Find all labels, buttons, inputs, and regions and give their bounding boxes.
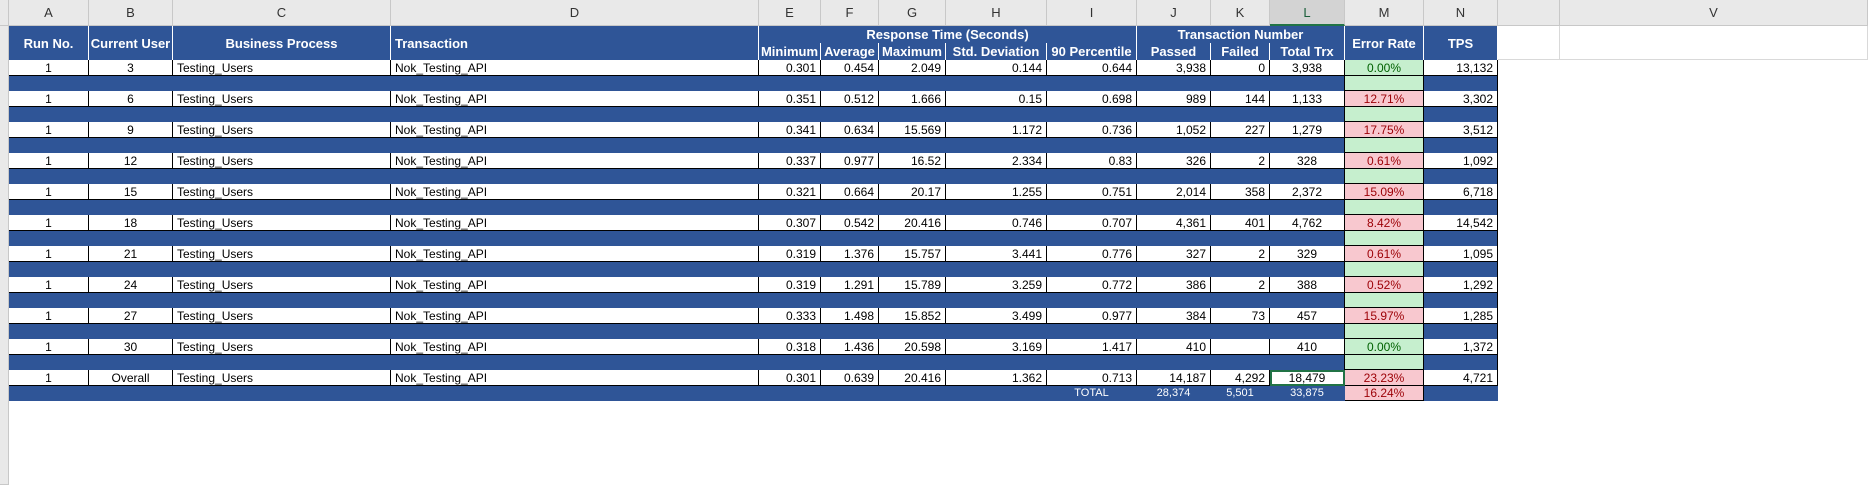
cell-min[interactable]: 0.319 [759,277,821,293]
cell-process[interactable]: Testing_Users [173,339,391,355]
cell-total[interactable]: 328 [1270,153,1345,169]
cell-run[interactable]: 1 [9,91,89,107]
cell-transaction[interactable]: Nok_Testing_API [391,370,759,386]
cell-failed[interactable]: 2 [1211,246,1270,262]
header-transaction-number-group[interactable]: Transaction Number [1137,26,1345,43]
header-maximum[interactable]: Maximum [879,43,946,60]
cell-p90[interactable]: 0.713 [1047,370,1137,386]
cell-tps[interactable]: 14,542 [1424,215,1498,231]
cell-tps[interactable]: 4,721 [1424,370,1498,386]
column-header-l[interactable]: L [1270,0,1345,26]
row-separator [1424,262,1498,277]
cell-passed[interactable]: 327 [1137,246,1211,262]
row-separator [9,293,1345,308]
cell-error[interactable]: 0.61% [1345,153,1424,169]
row-separator [9,355,1345,370]
cell-max[interactable]: 15.757 [879,246,946,262]
cell-p90[interactable]: 0.772 [1047,277,1137,293]
cell-max[interactable]: 16.52 [879,153,946,169]
cell-passed[interactable]: 2,014 [1137,184,1211,200]
empty-cell[interactable] [1560,26,1868,60]
totals-error-rate[interactable]: 16.24% [1345,386,1424,401]
cell-max[interactable]: 20.416 [879,370,946,386]
cell-process[interactable]: Testing_Users [173,277,391,293]
header-error-rate[interactable]: Error Rate [1345,26,1424,60]
cell-total[interactable]: 410 [1270,339,1345,355]
cell-error[interactable]: 17.75% [1345,122,1424,138]
cell-tps[interactable]: 6,718 [1424,184,1498,200]
cell-std[interactable]: 1.255 [946,184,1047,200]
cell-transaction[interactable]: Nok_Testing_API [391,122,759,138]
header-average[interactable]: Average [821,43,879,60]
cell-run[interactable]: 1 [9,60,89,76]
cell-run[interactable]: 1 [9,339,89,355]
row-separator-error [1345,200,1424,215]
row-separator [1424,293,1498,308]
cell-tps[interactable]: 3,302 [1424,91,1498,107]
cell-total[interactable]: 457 [1270,308,1345,324]
cell-total[interactable]: 4,762 [1270,215,1345,231]
cell-total[interactable]: 329 [1270,246,1345,262]
cell-failed[interactable]: 73 [1211,308,1270,324]
column-header-d[interactable]: D [391,0,759,26]
cell-min[interactable]: 0.341 [759,122,821,138]
cell-run[interactable]: 1 [9,184,89,200]
column-header-o[interactable] [1498,0,1560,26]
cell-p90[interactable]: 0.83 [1047,153,1137,169]
cell-user[interactable]: 15 [89,184,173,200]
row-separator [9,262,1345,277]
cell-max[interactable]: 20.416 [879,215,946,231]
header-minimum[interactable]: Minimum [759,43,821,60]
cell-min[interactable]: 0.333 [759,308,821,324]
row-separator [9,200,1345,215]
row-separator [1424,107,1498,122]
cell-error[interactable]: 15.97% [1345,308,1424,324]
cell-user[interactable]: 18 [89,215,173,231]
row-separator-error [1345,107,1424,122]
cell-passed[interactable]: 989 [1137,91,1211,107]
cell-user[interactable]: 3 [89,60,173,76]
cell-user[interactable]: 9 [89,122,173,138]
row-separator [1424,324,1498,339]
cell-run[interactable]: 1 [9,153,89,169]
row-separator [9,76,1345,91]
cell-std[interactable]: 1.172 [946,122,1047,138]
column-header-v[interactable]: V [1560,0,1868,26]
cell-std[interactable]: 3.499 [946,308,1047,324]
column-header-f[interactable]: F [821,0,879,26]
row-separator [1424,355,1498,370]
cell-min[interactable]: 0.337 [759,153,821,169]
cell-avg[interactable]: 0.512 [821,91,879,107]
cell-max[interactable]: 2.049 [879,60,946,76]
cell-passed[interactable]: 3,938 [1137,60,1211,76]
cell-failed[interactable]: 4,292 [1211,370,1270,386]
cell-std[interactable]: 2.334 [946,153,1047,169]
cell-user[interactable]: 12 [89,153,173,169]
row-separator [9,169,1345,184]
header-business-process[interactable]: Business Process [173,26,391,60]
cell-min[interactable]: 0.301 [759,60,821,76]
cell-passed[interactable]: 4,361 [1137,215,1211,231]
cell-run[interactable]: 1 [9,122,89,138]
cell-passed[interactable]: 386 [1137,277,1211,293]
cell-process[interactable]: Testing_Users [173,308,391,324]
cell-user[interactable]: 6 [89,91,173,107]
cell-min[interactable]: 0.301 [759,370,821,386]
column-header-g[interactable]: G [879,0,946,26]
cell-total[interactable]: 18,479 [1270,370,1345,386]
cell-passed[interactable]: 1,052 [1137,122,1211,138]
cell-max[interactable]: 1.666 [879,91,946,107]
row-separator [9,324,1345,339]
row-separator-error [1345,324,1424,339]
cell-total[interactable]: 388 [1270,277,1345,293]
cell-error[interactable]: 0.00% [1345,60,1424,76]
cell-transaction[interactable]: Nok_Testing_API [391,339,759,355]
cell-process[interactable]: Testing_Users [173,370,391,386]
header-response-time-group[interactable]: Response Time (Seconds) [759,26,1137,43]
cell-total[interactable]: 1,133 [1270,91,1345,107]
cell-tps[interactable]: 1,092 [1424,153,1498,169]
cell-total[interactable]: 1,279 [1270,122,1345,138]
header-transaction[interactable]: Transaction [391,26,759,60]
cell-avg[interactable]: 0.454 [821,60,879,76]
cell-transaction[interactable]: Nok_Testing_API [391,60,759,76]
cell-min[interactable]: 0.318 [759,339,821,355]
header-tps[interactable]: TPS [1424,26,1498,60]
cell-avg[interactable]: 1.498 [821,308,879,324]
cell-transaction[interactable]: Nok_Testing_API [391,215,759,231]
cell-transaction[interactable]: Nok_Testing_API [391,308,759,324]
row-separator [9,107,1345,122]
cell-passed[interactable]: 410 [1137,339,1211,355]
cell-avg[interactable]: 0.664 [821,184,879,200]
cell-p90[interactable]: 0.736 [1047,122,1137,138]
header-current-user[interactable]: Current User [89,26,173,60]
totals-band [9,386,1047,401]
cell-passed[interactable]: 14,187 [1137,370,1211,386]
cell-failed[interactable]: 0 [1211,60,1270,76]
cell-error[interactable]: 23.23% [1345,370,1424,386]
cell-tps[interactable]: 1,285 [1424,308,1498,324]
row-separator [1424,200,1498,215]
cell-process[interactable]: Testing_Users [173,184,391,200]
cell-user[interactable]: 27 [89,308,173,324]
cell-max[interactable]: 20.598 [879,339,946,355]
column-header-e[interactable]: E [759,0,821,26]
cell-tps[interactable]: 13,132 [1424,60,1498,76]
cell-run[interactable]: 1 [9,277,89,293]
cell-failed[interactable]: 2 [1211,153,1270,169]
cell-transaction[interactable]: Nok_Testing_API [391,184,759,200]
row-separator [9,138,1345,153]
cell-tps[interactable]: 1,292 [1424,277,1498,293]
cell-p90[interactable]: 0.776 [1047,246,1137,262]
cell-max[interactable]: 15.569 [879,122,946,138]
cell-error[interactable]: 0.61% [1345,246,1424,262]
cell-error[interactable]: 8.42% [1345,215,1424,231]
column-header-n[interactable]: N [1424,0,1498,26]
cell-std[interactable]: 0.746 [946,215,1047,231]
cell-min[interactable]: 0.351 [759,91,821,107]
cell-min[interactable]: 0.319 [759,246,821,262]
cell-process[interactable]: Testing_Users [173,246,391,262]
cell-std[interactable]: 3.169 [946,339,1047,355]
totals-label[interactable]: TOTAL [1047,386,1137,401]
row-separator-error [1345,355,1424,370]
row-separator-error [1345,293,1424,308]
cell-failed[interactable] [1211,339,1270,355]
header-p90[interactable]: 90 Percentile [1047,43,1137,60]
column-header-i[interactable]: I [1047,0,1137,26]
header-run-no[interactable]: Run No. [9,26,89,60]
cell-avg[interactable]: 0.639 [821,370,879,386]
cell-error[interactable]: 12.71% [1345,91,1424,107]
row-separator [1424,138,1498,153]
cell-failed[interactable]: 401 [1211,215,1270,231]
cell-passed[interactable]: 384 [1137,308,1211,324]
row-separator [1424,231,1498,246]
header-failed[interactable]: Failed [1211,43,1270,60]
cell-total[interactable]: 3,938 [1270,60,1345,76]
cell-process[interactable]: Testing_Users [173,153,391,169]
cell-error[interactable]: 15.09% [1345,184,1424,200]
column-header-b[interactable]: B [89,0,173,26]
row-separator-error [1345,231,1424,246]
cell-min[interactable]: 0.321 [759,184,821,200]
cell-p90[interactable]: 1.417 [1047,339,1137,355]
column-header-a[interactable]: A [9,0,89,26]
totals-passed[interactable]: 28,374 [1137,386,1211,401]
row-separator-error [1345,76,1424,91]
cell-min[interactable]: 0.307 [759,215,821,231]
cell-p90[interactable]: 0.707 [1047,215,1137,231]
cell-passed[interactable]: 326 [1137,153,1211,169]
cell-process[interactable]: Testing_Users [173,91,391,107]
cell-failed[interactable]: 227 [1211,122,1270,138]
cell-avg[interactable]: 0.977 [821,153,879,169]
cell-p90[interactable]: 0.977 [1047,308,1137,324]
row-separator [9,231,1345,246]
cell-failed[interactable]: 358 [1211,184,1270,200]
cell-run[interactable]: 1 [9,215,89,231]
cell-failed[interactable]: 144 [1211,91,1270,107]
cell-p90[interactable]: 0.751 [1047,184,1137,200]
cell-avg[interactable]: 1.291 [821,277,879,293]
header-passed[interactable]: Passed [1137,43,1211,60]
totals-total[interactable]: 33,875 [1270,386,1345,401]
cell-run[interactable]: 1 [9,246,89,262]
cell-failed[interactable]: 2 [1211,277,1270,293]
cell-avg[interactable]: 1.376 [821,246,879,262]
cell-error[interactable]: 0.00% [1345,339,1424,355]
cell-process[interactable]: Testing_Users [173,60,391,76]
row-separator [1424,76,1498,91]
cell-total[interactable]: 2,372 [1270,184,1345,200]
cell-max[interactable]: 20.17 [879,184,946,200]
cell-p90[interactable]: 0.644 [1047,60,1137,76]
column-header-k[interactable]: K [1211,0,1270,26]
row-separator-error [1345,262,1424,277]
cell-process[interactable]: Testing_Users [173,215,391,231]
cell-user[interactable]: 21 [89,246,173,262]
cell-error[interactable]: 0.52% [1345,277,1424,293]
column-header-m[interactable]: M [1345,0,1424,26]
row-separator-error [1345,169,1424,184]
cell-max[interactable]: 15.789 [879,277,946,293]
cell-user[interactable]: Overall [89,370,173,386]
totals-band [1424,386,1498,401]
cell-user[interactable]: 24 [89,277,173,293]
cell-tps[interactable]: 1,372 [1424,339,1498,355]
cell-transaction[interactable]: Nok_Testing_API [391,246,759,262]
column-header-j[interactable]: J [1137,0,1211,26]
header-std-dev[interactable]: Std. Deviation [946,43,1047,60]
row-separator-error [1345,138,1424,153]
cell-std[interactable]: 0.144 [946,60,1047,76]
cell-tps[interactable]: 3,512 [1424,122,1498,138]
empty-cell[interactable] [1498,26,1560,60]
cell-user[interactable]: 30 [89,339,173,355]
cell-p90[interactable]: 0.698 [1047,91,1137,107]
cell-std[interactable]: 1.362 [946,370,1047,386]
cell-process[interactable]: Testing_Users [173,122,391,138]
column-header-c[interactable]: C [173,0,391,26]
column-header-h[interactable]: H [946,0,1047,26]
cell-transaction[interactable]: Nok_Testing_API [391,91,759,107]
select-all-corner[interactable] [0,0,9,26]
cell-run[interactable]: 1 [9,370,89,386]
cell-std[interactable]: 3.441 [946,246,1047,262]
cell-avg[interactable]: 0.542 [821,215,879,231]
header-total-trx[interactable]: Total Trx [1270,43,1345,60]
row-gutter [0,26,9,485]
cell-transaction[interactable]: Nok_Testing_API [391,277,759,293]
cell-run[interactable]: 1 [9,308,89,324]
cell-avg[interactable]: 1.436 [821,339,879,355]
cell-std[interactable]: 0.15 [946,91,1047,107]
totals-failed[interactable]: 5,501 [1211,386,1270,401]
cell-transaction[interactable]: Nok_Testing_API [391,153,759,169]
row-separator [1424,169,1498,184]
cell-std[interactable]: 3.259 [946,277,1047,293]
cell-max[interactable]: 15.852 [879,308,946,324]
cell-avg[interactable]: 0.634 [821,122,879,138]
cell-tps[interactable]: 1,095 [1424,246,1498,262]
